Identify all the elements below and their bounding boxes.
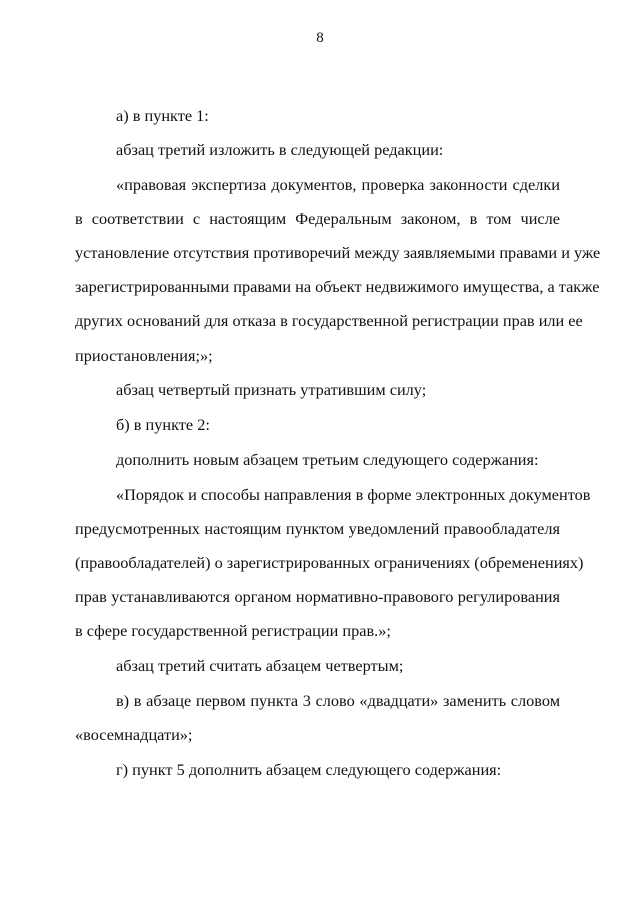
- text-line: г) пункт 5 дополнить абзацем следующего содержания:: [116, 760, 502, 779]
- text-line: в соответствии с настоящим Федеральным законом, в том числе: [75, 209, 560, 228]
- text-line: предусмотренных настоящим пунктом уведомлений правообладателя: [75, 519, 560, 538]
- text-line: а) в пункте 1:: [116, 106, 209, 125]
- text-line: зарегистрированными правами на объект недвижимого имущества, а также: [75, 277, 600, 296]
- text-line: абзац четвертый признать утратившим силу;: [116, 380, 427, 399]
- text-line: прав устанавливаются органом нормативно-правового регулирования: [75, 587, 560, 606]
- text-line: приостановления;»;: [75, 346, 213, 365]
- text-line: б) в пункте 2:: [116, 415, 210, 434]
- text-line: дополнить новым абзацем третьим следующего содержания:: [116, 450, 539, 469]
- text-line: в сфере государственной регистрации прав.»;: [75, 621, 391, 640]
- text-line: «Порядок и способы направления в форме электронных документов: [116, 485, 591, 504]
- page-number: 8: [316, 30, 324, 46]
- text-line: установление отсутствия противоречий между заявляемыми правами и уже: [75, 243, 601, 262]
- text-line: других оснований для отказа в государственной регистрации прав или ее: [75, 311, 583, 330]
- text-line: в) в абзаце первом пункта 3 слово «двадцати» заменить словом: [116, 691, 560, 710]
- text-line: абзац третий считать абзацем четвертым;: [116, 656, 404, 675]
- text-line: (правообладателей) о зарегистрированных ограничениях (обременениях): [75, 553, 584, 572]
- text-line: «восемнадцати»;: [75, 725, 193, 744]
- text-line: абзац третий изложить в следующей редакции:: [116, 140, 444, 159]
- text-line: «правовая экспертиза документов, проверка законности сделки: [116, 175, 560, 194]
